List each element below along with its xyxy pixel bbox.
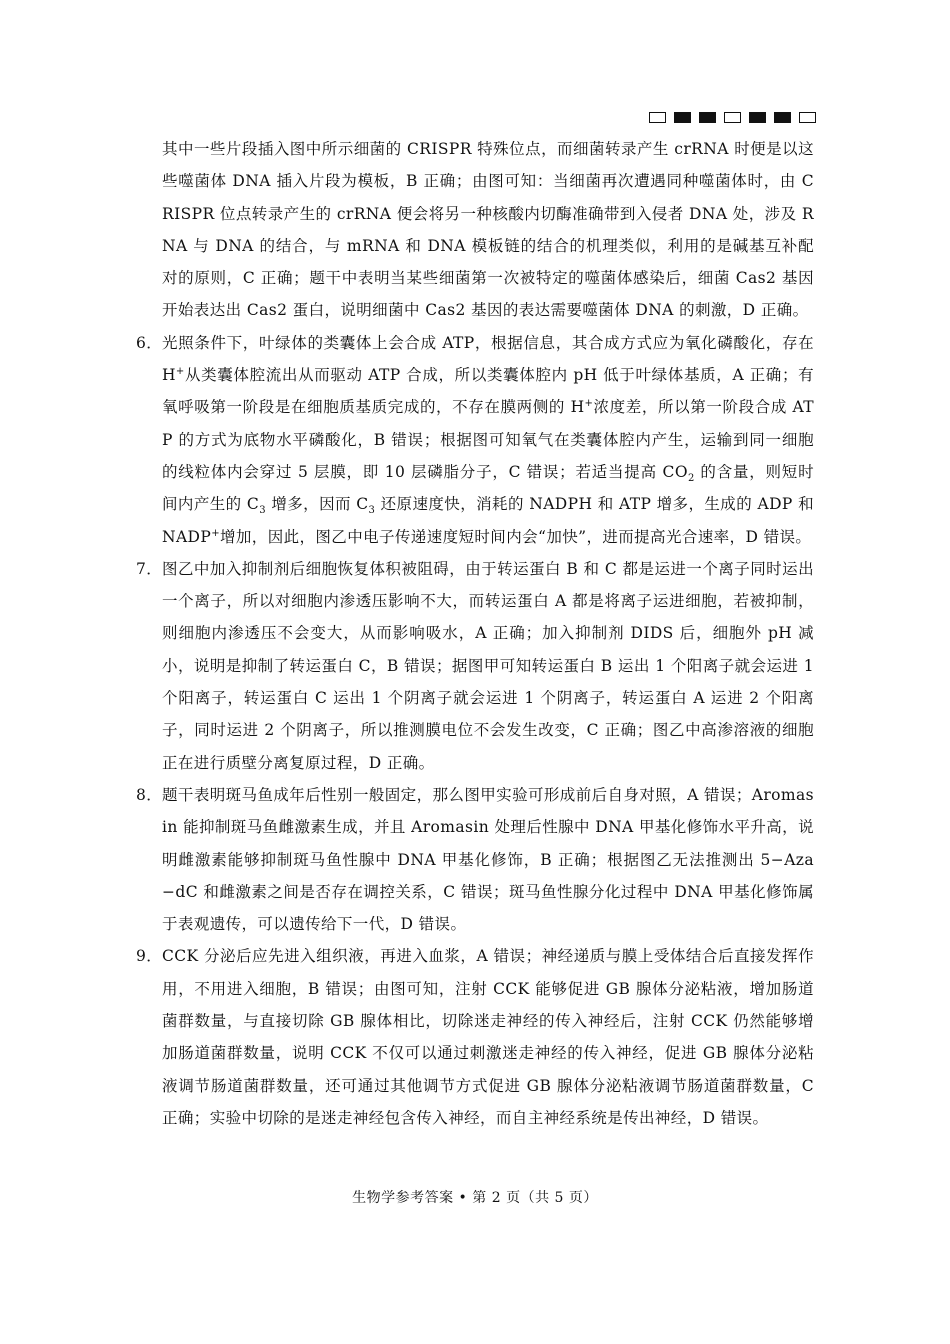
filled-square-mark — [699, 112, 716, 123]
hollow-square-mark — [799, 112, 816, 123]
header-marks — [649, 112, 816, 123]
answer-item-9 — [120, 940, 814, 1134]
filled-square-mark — [749, 112, 766, 123]
answer-item-8 — [120, 779, 814, 940]
item-text: 光照条件下，叶绿体的类囊体上会合成 ATP，根据信息，其合成方式应为氧化磷酸化，存在 H+从类囊体腔流出从而驱动 ATP 合成，所以类囊体腔内 pH 低于叶绿体基质，A 正确；有氧呼吸第一阶段是在细胞质基质完成的，不存在膜两侧的 H+浓度差，所以第一阶段合成 ATP 的方式为底物水平磷酸化，B 错误；根据图可知氧气在类囊体腔内产生，运输到同一细胞的线粒体内会穿过 5 层膜，即 10 层磷脂分子，C 错误；若适当提高 $CO_2$ 的含量，则短时间内产生的 $C_3$ 增多，因而 $C_3$ 还原速度快，消耗的 NADPH 和 ATP 增多，生成的 ADP 和 NADP+增加，因此，图乙中电子传递速度短时间内会“加快”，进而提高光合速率，D 错误。 — [162, 333, 814, 546]
item-text: 图乙中加入抑制剂后细胞恢复体积被阻碍，由于转运蛋白 B 和 C 都是运进一个离子同时运出一个离子，所以对细胞内渗透压影响不大，而转运蛋白 A 都是将离子运进细胞，若被抑制，则细胞内渗透压不会变大，从而影响吸水，A 正确；加入抑制剂 DIDS 后，细胞外 pH 减小，说明是抑制了转运蛋白 C，B 错误；据图甲可知转运蛋白 B 运出 1 个阳离子就会运进 1 个阳离子，转运蛋白 C 运出 1 个阴离子就会运进 1 个阴离子，转运蛋白 A 运进 2 个阳离子，同时运进 2 个阴离子，所以推测膜电位不会发生改变，C 正确；图乙中高渗溶液的细胞正在进行质壁分离复原过程，D 正确。 — [162, 559, 814, 772]
item-number: 9． — [136, 947, 163, 966]
page-footer: 生物学参考答案 • 第 2 页（共 5 页） — [352, 1190, 598, 1206]
item-number: 6． — [136, 333, 163, 352]
continuation-paragraph: 其中一些片段插入图中所示细菌的 CRISPR 特殊位点，而细菌转录产生 crRNA 时便是以这些噬菌体 DNA 插入片段为模板，B 正确；由图可知：当细菌再次遭遇同种噬菌体时，由 CRISPR 位点转录产生的 crRNA 便会将另一种核酸内切酶准确带到入侵者 DNA 处，涉及 RNA 与 DNA 的结合，与 mRNA 和 DNA 模板链的结合的机理类似，利用的是碱基互补配对的原则，C 正确；题干中表明当某些细菌第一次被特定的噬菌体感染后，细菌 Cas2 基因开始表达出 Cas2 蛋白，说明细菌中 Cas2 基因的表达需要噬菌体 DNA 的刺激，D 正确。 — [162, 140, 814, 320]
answer-item-6 — [120, 327, 814, 553]
answer-content — [120, 133, 814, 1134]
item-text: 题干表明斑马鱼成年后性别一般固定，那么图甲实验可形成前后自身对照，A 错误；Aromasin 能抑制斑马鱼雌激素生成，并且 Aromasin 处理后性腺中 DNA 甲基化修饰水平升高，说明雌激素能够抑制斑马鱼性腺中 DNA 甲基化修饰，B 正确；根据图乙无法推测出 5−Aza−dC 和雌激素之间是否存在调控关系，C 错误；斑马鱼性腺分化过程中 DNA 甲基化修饰属于表观遗传，可以遗传给下一代，D 错误。 — [162, 785, 814, 934]
hollow-square-mark — [724, 112, 741, 123]
answer-item-7 — [120, 553, 814, 779]
filled-square-mark — [674, 112, 691, 123]
item-number: 7． — [136, 559, 163, 578]
hollow-square-mark — [649, 112, 666, 123]
item-number: 8． — [136, 785, 163, 804]
item-text: CCK 分泌后应先进入组织液，再进入血浆，A 错误；神经递质与膜上受体结合后直接发挥作用，不用进入细胞，B 错误；由图可知，注射 CCK 能够促进 GB 腺体分泌粘液，增加肠道菌群数量，与直接切除 GB 腺体相比，切除迷走神经的传入神经后，注射 CCK 仍然能够增加肠道菌群数量，说明 CCK 不仅可以通过刺激迷走神经的传入神经，促进 GB 腺体分泌粘液调节肠道菌群数量，还可通过其他调节方式促进 GB 腺体分泌粘液调节肠道菌群数量，C 正确；实验中切除的是迷走神经包含传入神经，而自主神经系统是传出神经，D 错误。 — [162, 947, 814, 1127]
filled-square-mark — [774, 112, 791, 123]
